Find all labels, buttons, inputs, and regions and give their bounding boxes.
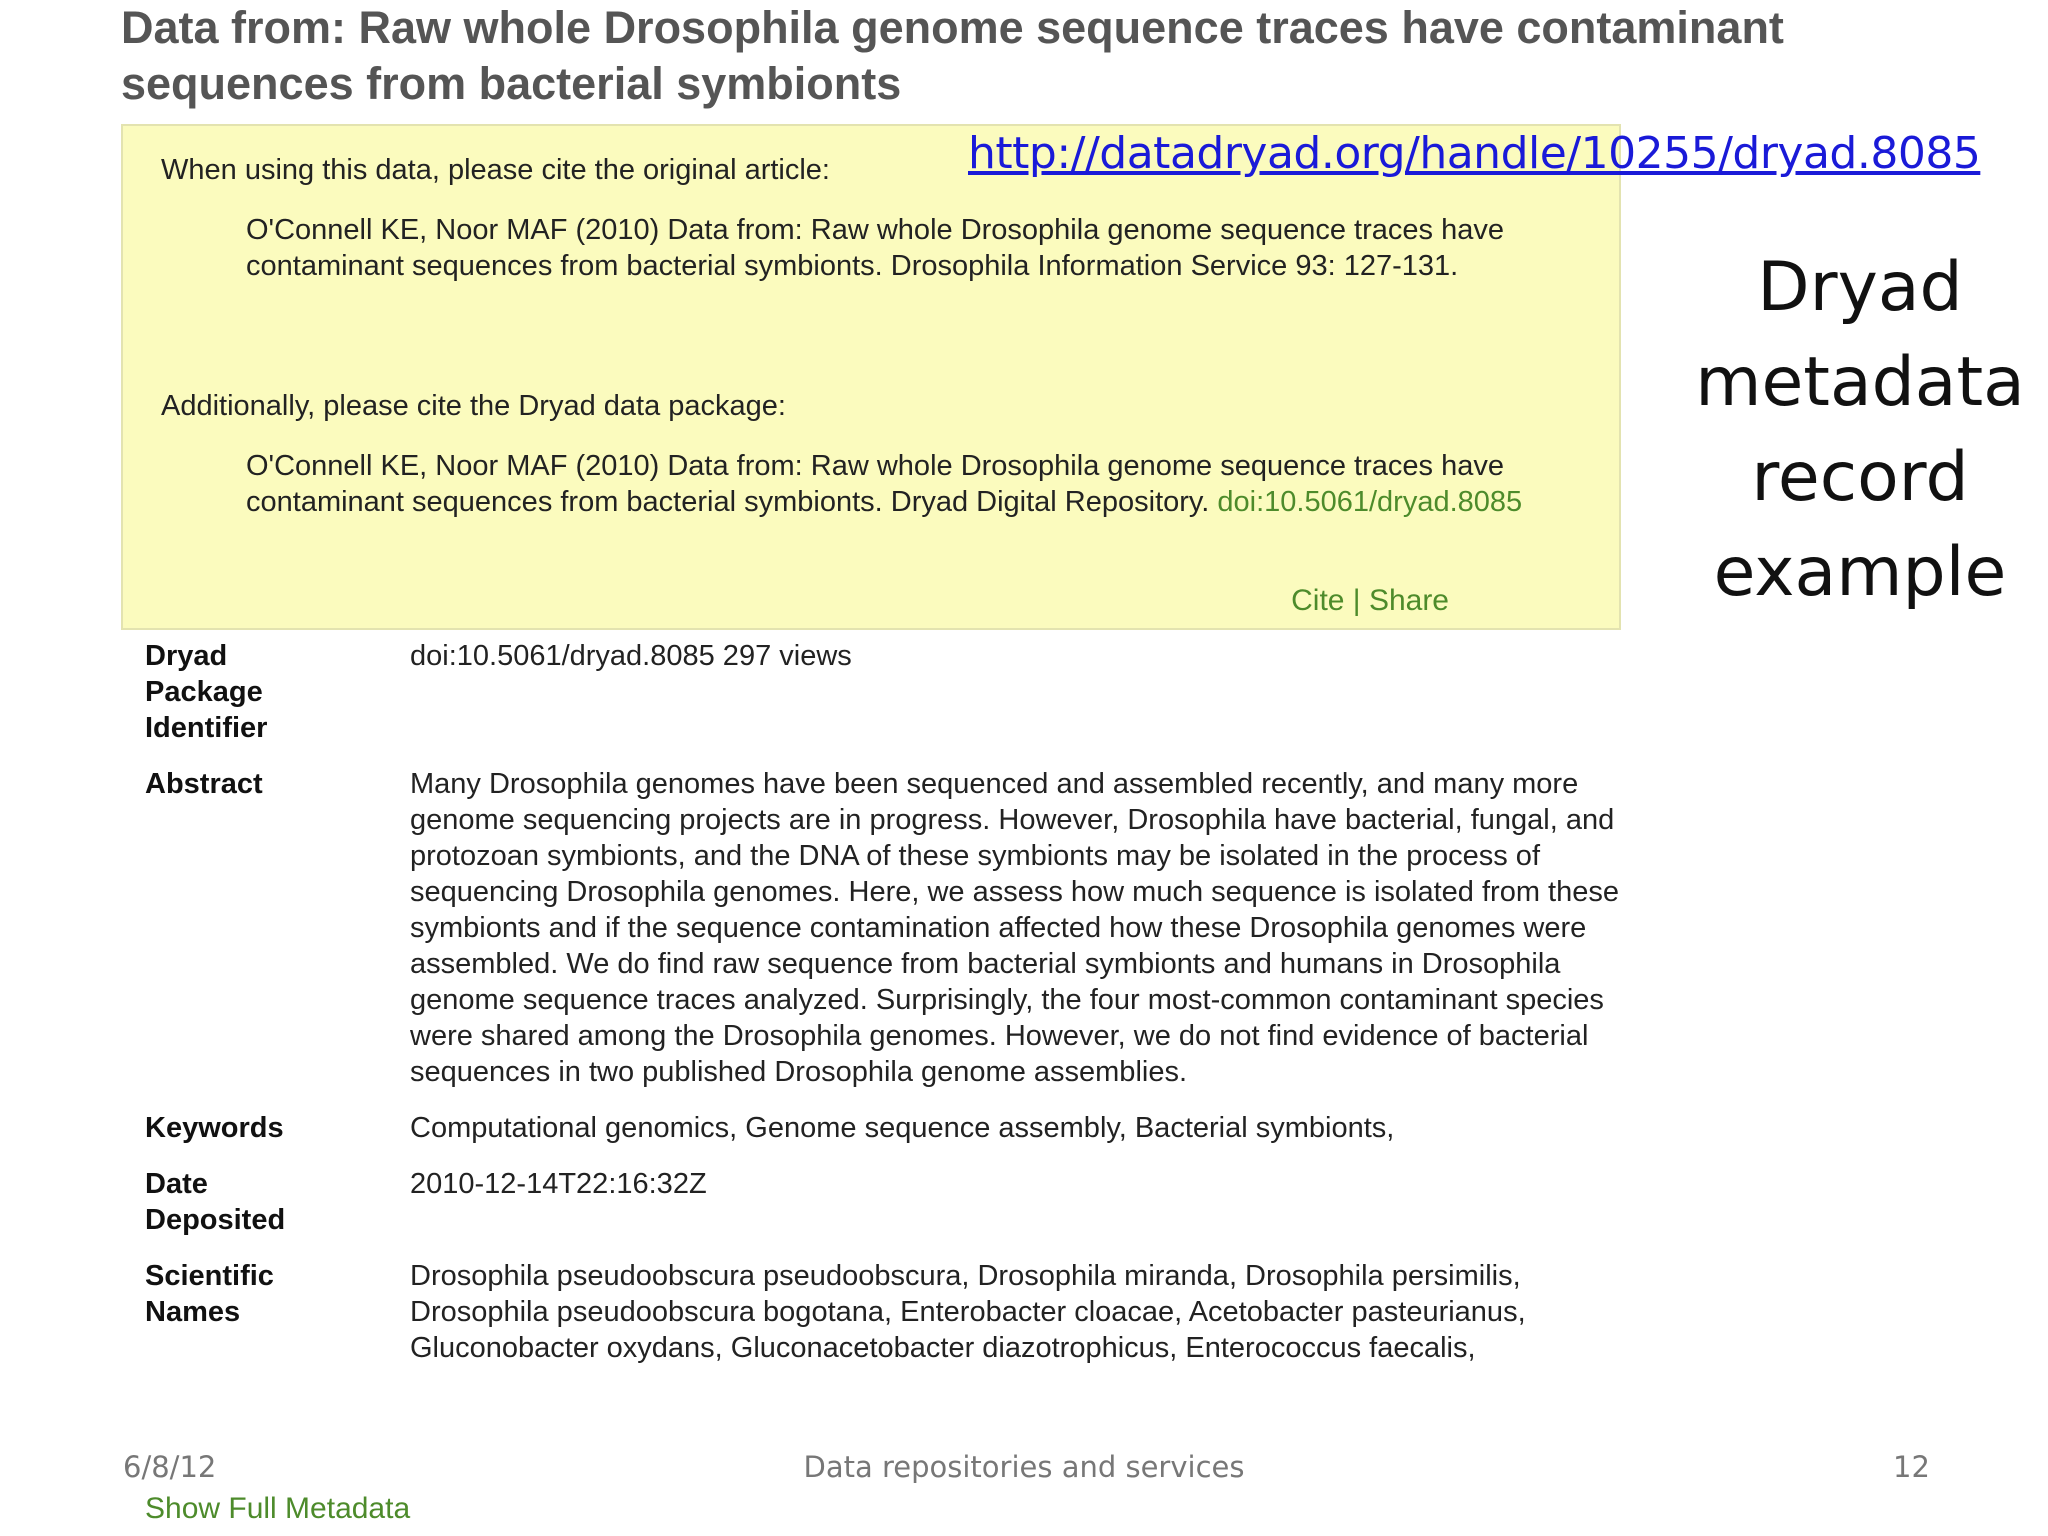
metadata-row <box>145 638 1625 746</box>
metadata-label: Scientific Names <box>145 1260 274 1328</box>
footer-title: Data repositories and services <box>803 1450 1245 1484</box>
metadata-value: Drosophila pseudoobscura pseudoobscura, Drosophila miranda, Drosophila persimilis, Drosophila pseudoobscura bogotana, Enterobacter cloacae, Acetobacter pasteurianus, Gluconobacter oxydans, Gluconacetobacter diazotrophicus, Enterococcus faecalis, <box>410 1260 1526 1364</box>
metadata-row <box>145 1258 1625 1366</box>
footer-page-number: 12 <box>1893 1450 1930 1484</box>
metadata-value: Many Drosophila genomes have been sequenced and assembled recently, and many more genome sequencing projects are in progress. However, Drosophila have bacterial, fungal, and protozoan symbionts, and the DNA of these symbionts may be isolated in the process of sequencing Drosophila genomes. Here, we assess how much sequence is isolated from these symbionts and if the sequence contamination affected how these Drosophila genomes were assembled. We do find raw sequence from bacterial symbionts and humans in Drosophila genome sequence traces analyzed. Surprisingly, the four most-common contaminant species were shared among the Drosophila genomes. However, we do not find evidence of bacterial sequences in two published Drosophila genome assemblies. <box>410 768 1619 1088</box>
metadata-label: Keywords <box>145 1112 284 1144</box>
metadata-label: Date Deposited <box>145 1168 286 1236</box>
metadata-row <box>145 766 1625 1090</box>
metadata-label: Dryad Package Identifier <box>145 640 268 744</box>
package-citation-intro: Additionally, please cite the Dryad data package: <box>161 390 786 422</box>
show-full-metadata-link[interactable]: Show Full Metadata <box>145 1492 411 1525</box>
metadata-value: 2010-12-14T22:16:32Z <box>410 1168 707 1200</box>
metadata-row <box>145 1166 1625 1238</box>
package-doi-link[interactable]: doi:10.5061/dryad.8085 <box>1217 486 1523 518</box>
cite-share-links[interactable]: Cite | Share <box>1291 584 1449 617</box>
article-citation: O'Connell KE, Noor MAF (2010) Data from: Raw whole Drosophila genome sequence traces have contaminant sequences from bacterial symbionts. Drosophila Information Service 93: 127-131. <box>246 214 1504 282</box>
metadata-table <box>145 638 1625 1386</box>
package-citation <box>246 448 1566 520</box>
page-title: Data from: Raw whole Drosophila genome sequence traces have contaminant sequences from bacterial symbionts <box>121 2 1784 109</box>
dryad-url-link[interactable]: http://datadryad.org/handle/10255/dryad.8085 <box>968 128 1981 179</box>
metadata-value: doi:10.5061/dryad.8085 297 views <box>410 640 852 672</box>
footer-date: 6/8/12 <box>123 1450 217 1484</box>
metadata-row <box>145 1110 1625 1146</box>
citation-box <box>121 124 1621 630</box>
metadata-label: Abstract <box>145 768 263 800</box>
package-citation-text: O'Connell KE, Noor MAF (2010) Data from: Raw whole Drosophila genome sequence traces have contaminant sequences from bacterial symbionts. Dryad Digital Repository. <box>246 450 1504 518</box>
slide-side-note: Dryad metadata record example <box>1695 248 2025 612</box>
metadata-value: Computational genomics, Genome sequence assembly, Bacterial symbionts, <box>410 1112 1395 1144</box>
citation-intro: When using this data, please cite the original article: <box>161 154 830 186</box>
